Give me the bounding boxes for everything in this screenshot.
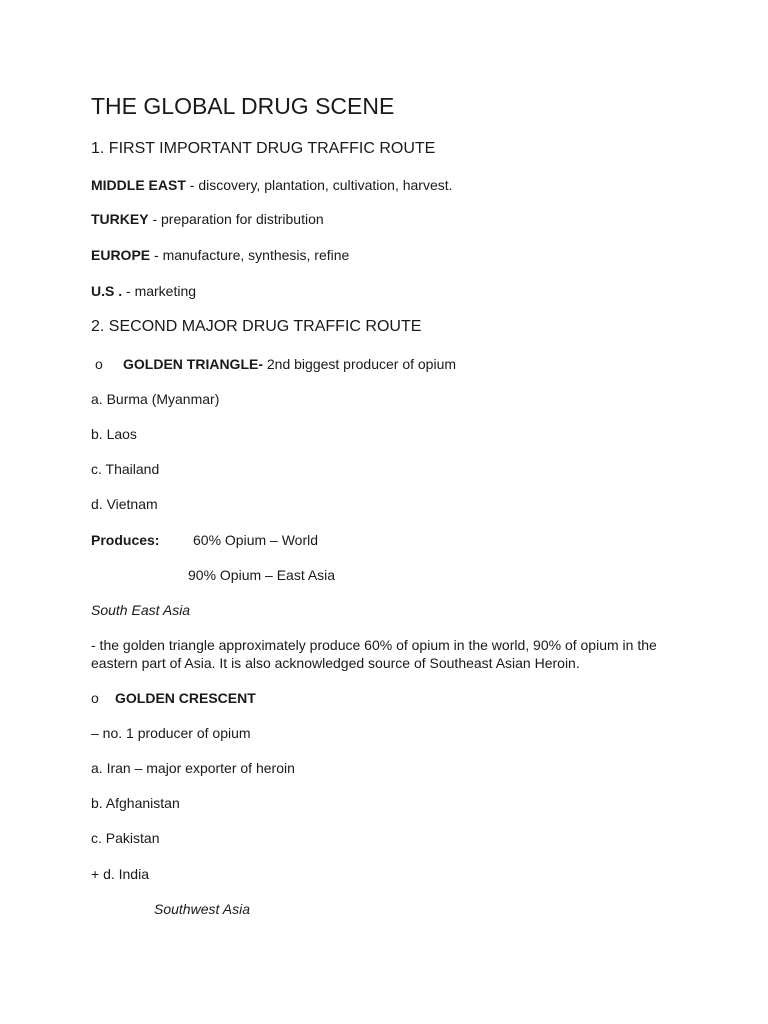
route-item-label: U.S . <box>91 283 123 299</box>
produces-value-world: 60% Opium – World <box>193 532 319 548</box>
route-item-text: - discovery, plantation, cultivation, harvest. <box>185 177 453 193</box>
list-item-india: + d. India <box>91 866 149 882</box>
list-item-thailand: c. Thailand <box>91 461 160 477</box>
route-item-label: MIDDLE EAST <box>91 177 186 193</box>
produces-label: Produces: <box>91 532 160 548</box>
region-label-southeast-asia: South East Asia <box>91 602 191 618</box>
golden-crescent-heading <box>91 689 256 707</box>
golden-crescent-subtitle: – no. 1 producer of opium <box>91 725 251 741</box>
produces-row-1 <box>91 531 318 549</box>
page-title: THE GLOBAL DRUG SCENE <box>91 93 395 119</box>
route-item-text: - manufacture, synthesis, refine <box>150 247 350 263</box>
section-2-heading: 2. SECOND MAJOR DRUG TRAFFIC ROUTE <box>91 318 422 335</box>
route-item-label: EUROPE <box>91 247 151 263</box>
list-item-laos: b. Laos <box>91 426 137 442</box>
route-item-text: - marketing <box>122 283 197 299</box>
golden-crescent-label: GOLDEN CRESCENT <box>115 690 256 706</box>
route-item-text: - preparation for distribution <box>148 211 324 227</box>
route-item-label: TURKEY <box>91 211 149 227</box>
list-item-burma: a. Burma (Myanmar) <box>91 391 220 407</box>
section-1-heading: 1. FIRST IMPORTANT DRUG TRAFFIC ROUTE <box>91 140 436 157</box>
golden-triangle-label: GOLDEN TRIANGLE- <box>123 356 263 372</box>
route-item-middle-east <box>91 176 453 194</box>
list-item-vietnam: d. Vietnam <box>91 496 158 512</box>
region-label-southwest-asia: Southwest Asia <box>154 901 250 917</box>
list-item-afghanistan: b. Afghanistan <box>91 795 180 811</box>
route-item-us <box>91 282 196 300</box>
list-item-pakistan: c. Pakistan <box>91 830 160 846</box>
route-item-turkey <box>91 210 324 228</box>
golden-triangle-heading <box>91 355 456 373</box>
golden-triangle-text: 2nd biggest producer of opium <box>263 356 457 372</box>
bullet-marker: o <box>95 356 103 372</box>
produces-value-east-asia: 90% Opium – East Asia <box>188 567 336 583</box>
list-item-iran: a. Iran – major exporter of heroin <box>91 760 295 776</box>
bullet-marker: o <box>91 690 99 706</box>
route-item-europe <box>91 246 349 264</box>
golden-triangle-paragraph: - the golden triangle approximately produce 60% of opium in the world, 90% of opium in the eastern part of Asia. It is also acknowledged source of Southeast Asian Heroin. <box>91 637 657 671</box>
